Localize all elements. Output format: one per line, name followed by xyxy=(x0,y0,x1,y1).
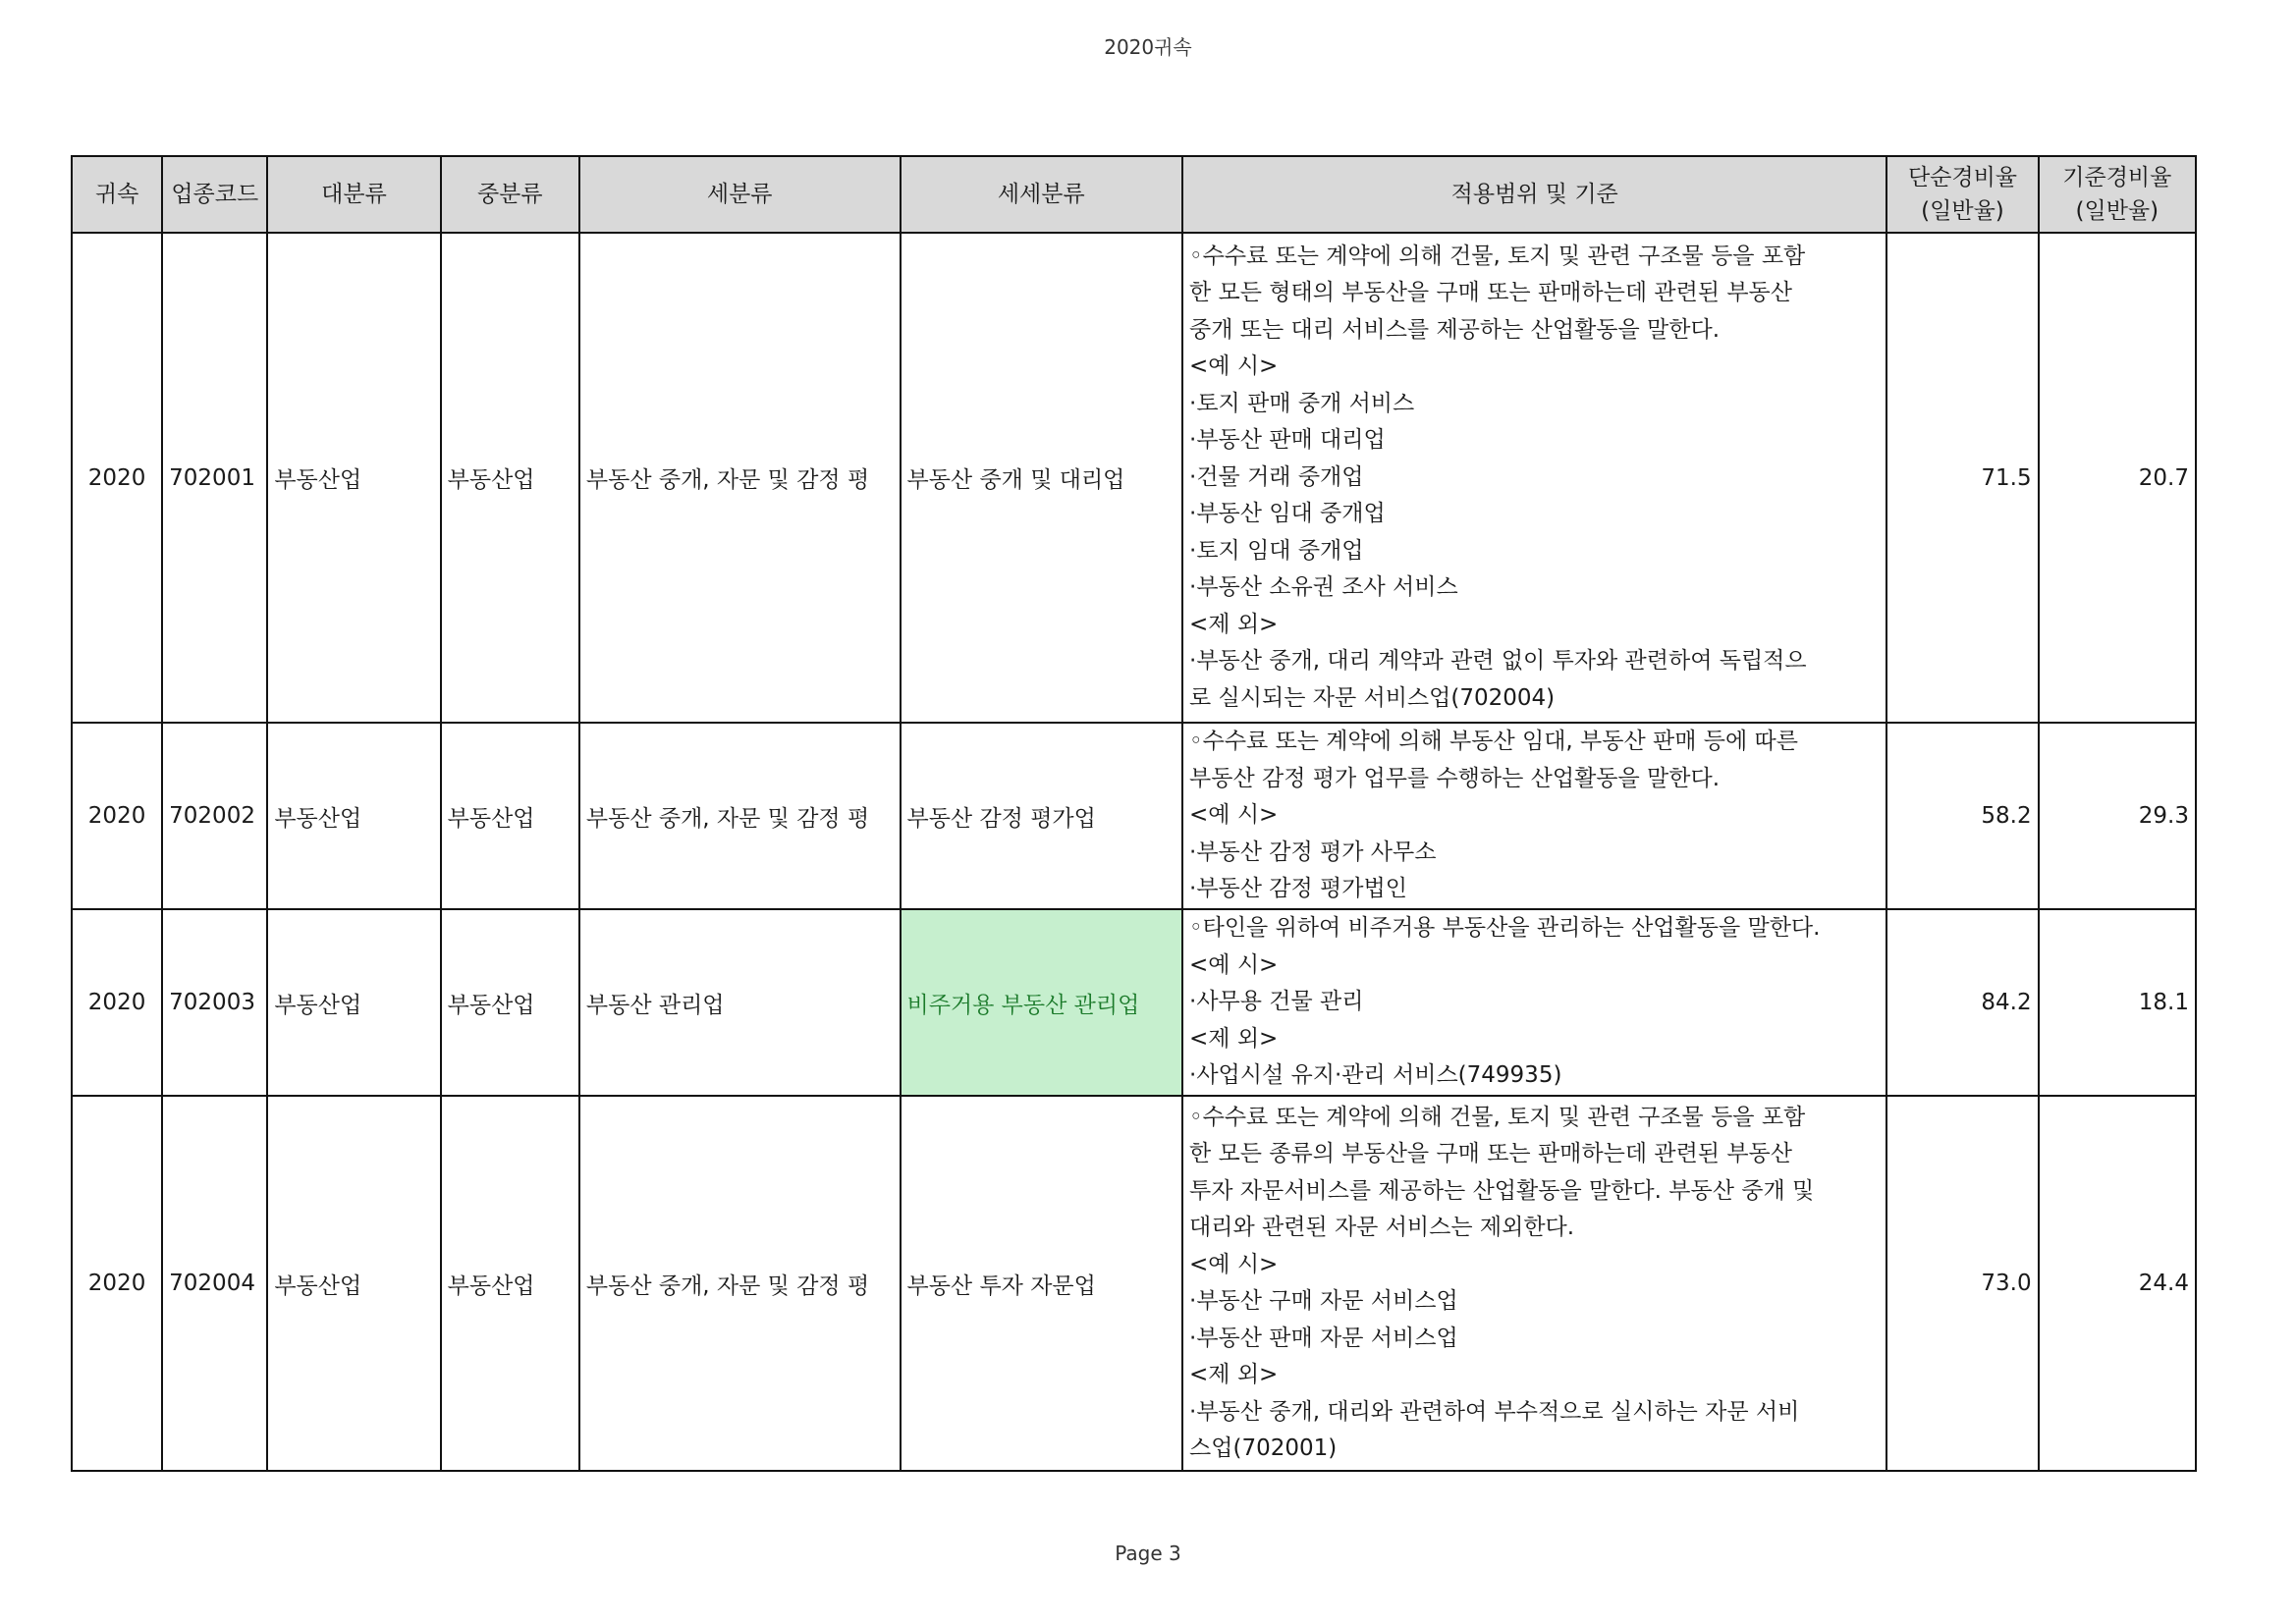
cell-middle: 부동산업 xyxy=(441,723,579,909)
col-header-scope: 적용범위 및 기준 xyxy=(1182,156,1886,233)
scope-line: ·토지 판매 중개 서비스 xyxy=(1189,390,1415,416)
scope-line: <제 외> xyxy=(1189,1025,1279,1052)
cell-detail: 부동산 투자 자문업 xyxy=(901,1096,1183,1471)
scope-line: ·부동산 판매 대리업 xyxy=(1189,427,1386,454)
cell-major: 부동산업 xyxy=(267,723,440,909)
scope-line: ·부동산 감정 평가법인 xyxy=(1189,876,1407,902)
cell-simple-rate: 58.2 xyxy=(1886,723,2038,909)
col-header-standard-rate xyxy=(2039,156,2196,233)
expense-rate-table xyxy=(71,155,2197,1472)
table-row xyxy=(72,233,2196,723)
cell-year: 2020 xyxy=(72,723,162,909)
page-header-title: 2020귀속 xyxy=(1104,35,1192,59)
table-header xyxy=(72,156,2196,233)
scope-line: <예 시> xyxy=(1189,951,1279,978)
scope-line: ·부동산 소유권 조사 서비스 xyxy=(1189,574,1458,601)
scope-line: ◦수수료 또는 계약에 의해 건물, 토지 및 관련 구조물 등을 포함 xyxy=(1189,243,1806,269)
cell-year: 2020 xyxy=(72,1096,162,1471)
cell-major: 부동산업 xyxy=(267,233,440,723)
cell-scope xyxy=(1182,723,1886,909)
scope-line: <예 시> xyxy=(1189,1251,1279,1277)
cell-detail: 부동산 중개 및 대리업 xyxy=(901,233,1183,723)
cell-middle: 부동산업 xyxy=(441,1096,579,1471)
scope-line: ·사무용 건물 관리 xyxy=(1189,989,1364,1015)
scope-line: <예 시> xyxy=(1189,353,1279,380)
scope-line: <제 외> xyxy=(1189,1362,1279,1387)
scope-line: 중개 또는 대리 서비스를 제공하는 산업활동을 말한다. xyxy=(1189,316,1721,343)
cell-code: 702002 xyxy=(162,723,267,909)
scope-line: ·부동산 중개, 대리 계약과 관련 없이 투자와 관련하여 독립적으 xyxy=(1189,648,1807,675)
cell-minor: 부동산 중개, 자문 및 감정 평 xyxy=(579,1096,901,1471)
cell-simple-rate: 71.5 xyxy=(1886,233,2038,723)
cell-major: 부동산업 xyxy=(267,909,440,1096)
scope-line: 부동산 감정 평가 업무를 수행하는 산업활동을 말한다. xyxy=(1189,765,1721,791)
scope-line: ·부동산 중개, 대리와 관련하여 부수적으로 실시하는 자문 서비 xyxy=(1189,1398,1800,1425)
scope-line: ·사업시설 유지·관리 서비스(749935) xyxy=(1189,1062,1562,1089)
table-row xyxy=(72,1096,2196,1471)
cell-code: 702001 xyxy=(162,233,267,723)
scope-line: <제 외> xyxy=(1189,611,1279,637)
scope-line: ·부동산 임대 중개업 xyxy=(1189,501,1386,527)
col-header-standard-rate-line1: 기준경비율 xyxy=(2062,165,2172,190)
cell-year: 2020 xyxy=(72,909,162,1096)
cell-major: 부동산업 xyxy=(267,1096,440,1471)
cell-code: 702003 xyxy=(162,909,267,1096)
cell-simple-rate: 73.0 xyxy=(1886,1096,2038,1471)
col-header-simple-rate-line2: (일반율) xyxy=(1921,198,2004,224)
col-header-standard-rate-line2: (일반율) xyxy=(2075,198,2159,224)
scope-line: ·부동산 판매 자문 서비스업 xyxy=(1189,1325,1458,1351)
scope-line: 스업(702001) xyxy=(1189,1435,1338,1461)
cell-scope xyxy=(1182,909,1886,1096)
cell-minor: 부동산 중개, 자문 및 감정 평 xyxy=(579,233,901,723)
col-header-minor: 세분류 xyxy=(579,156,901,233)
col-header-middle: 중분류 xyxy=(441,156,579,233)
scope-line: ·토지 임대 중개업 xyxy=(1189,537,1364,564)
scope-line: ◦수수료 또는 계약에 의해 건물, 토지 및 관련 구조물 등을 포함 xyxy=(1189,1104,1806,1130)
cell-standard-rate: 24.4 xyxy=(2039,1096,2196,1471)
scope-line: 한 모든 형태의 부동산을 구매 또는 판매하는데 관련된 부동산 xyxy=(1189,280,1792,306)
scope-line: <예 시> xyxy=(1189,802,1279,829)
table-row xyxy=(72,909,2196,1096)
col-header-year: 귀속 xyxy=(72,156,162,233)
page-number: Page 3 xyxy=(1115,1542,1181,1565)
col-header-simple-rate xyxy=(1886,156,2038,233)
scope-line: ·부동산 구매 자문 서비스업 xyxy=(1189,1288,1458,1314)
cell-detail: 부동산 감정 평가업 xyxy=(901,723,1183,909)
cell-standard-rate: 20.7 xyxy=(2039,233,2196,723)
cell-minor: 부동산 중개, 자문 및 감정 평 xyxy=(579,723,901,909)
cell-standard-rate: 18.1 xyxy=(2039,909,2196,1096)
col-header-detail: 세세분류 xyxy=(901,156,1183,233)
table-row xyxy=(72,723,2196,909)
col-header-simple-rate-line1: 단순경비율 xyxy=(1907,165,2018,190)
scope-line: 한 모든 종류의 부동산을 구매 또는 판매하는데 관련된 부동산 xyxy=(1189,1141,1792,1166)
cell-middle: 부동산업 xyxy=(441,233,579,723)
scope-line: ·건물 거래 중개업 xyxy=(1189,463,1364,490)
cell-year: 2020 xyxy=(72,233,162,723)
col-header-major: 대분류 xyxy=(267,156,440,233)
col-header-code: 업종코드 xyxy=(162,156,267,233)
scope-line: ◦타인을 위하여 비주거용 부동산을 관리하는 산업활동을 말한다. xyxy=(1189,915,1821,942)
cell-scope xyxy=(1182,233,1886,723)
cell-detail-highlighted: 비주거용 부동산 관리업 xyxy=(901,909,1183,1096)
cell-standard-rate: 29.3 xyxy=(2039,723,2196,909)
scope-line: 투자 자문서비스를 제공하는 산업활동을 말한다. 부동산 중개 및 xyxy=(1189,1177,1815,1204)
cell-middle: 부동산업 xyxy=(441,909,579,1096)
scope-line: 로 실시되는 자문 서비스업(702004) xyxy=(1189,684,1556,711)
cell-simple-rate: 84.2 xyxy=(1886,909,2038,1096)
scope-line: ◦수수료 또는 계약에 의해 부동산 임대, 부동산 판매 등에 따른 xyxy=(1189,729,1798,755)
scope-line: ·부동산 감정 평가 사무소 xyxy=(1189,839,1437,865)
scope-line: 대리와 관련된 자문 서비스는 제외한다. xyxy=(1189,1215,1575,1240)
cell-minor: 부동산 관리업 xyxy=(579,909,901,1096)
cell-scope xyxy=(1182,1096,1886,1471)
cell-code: 702004 xyxy=(162,1096,267,1471)
